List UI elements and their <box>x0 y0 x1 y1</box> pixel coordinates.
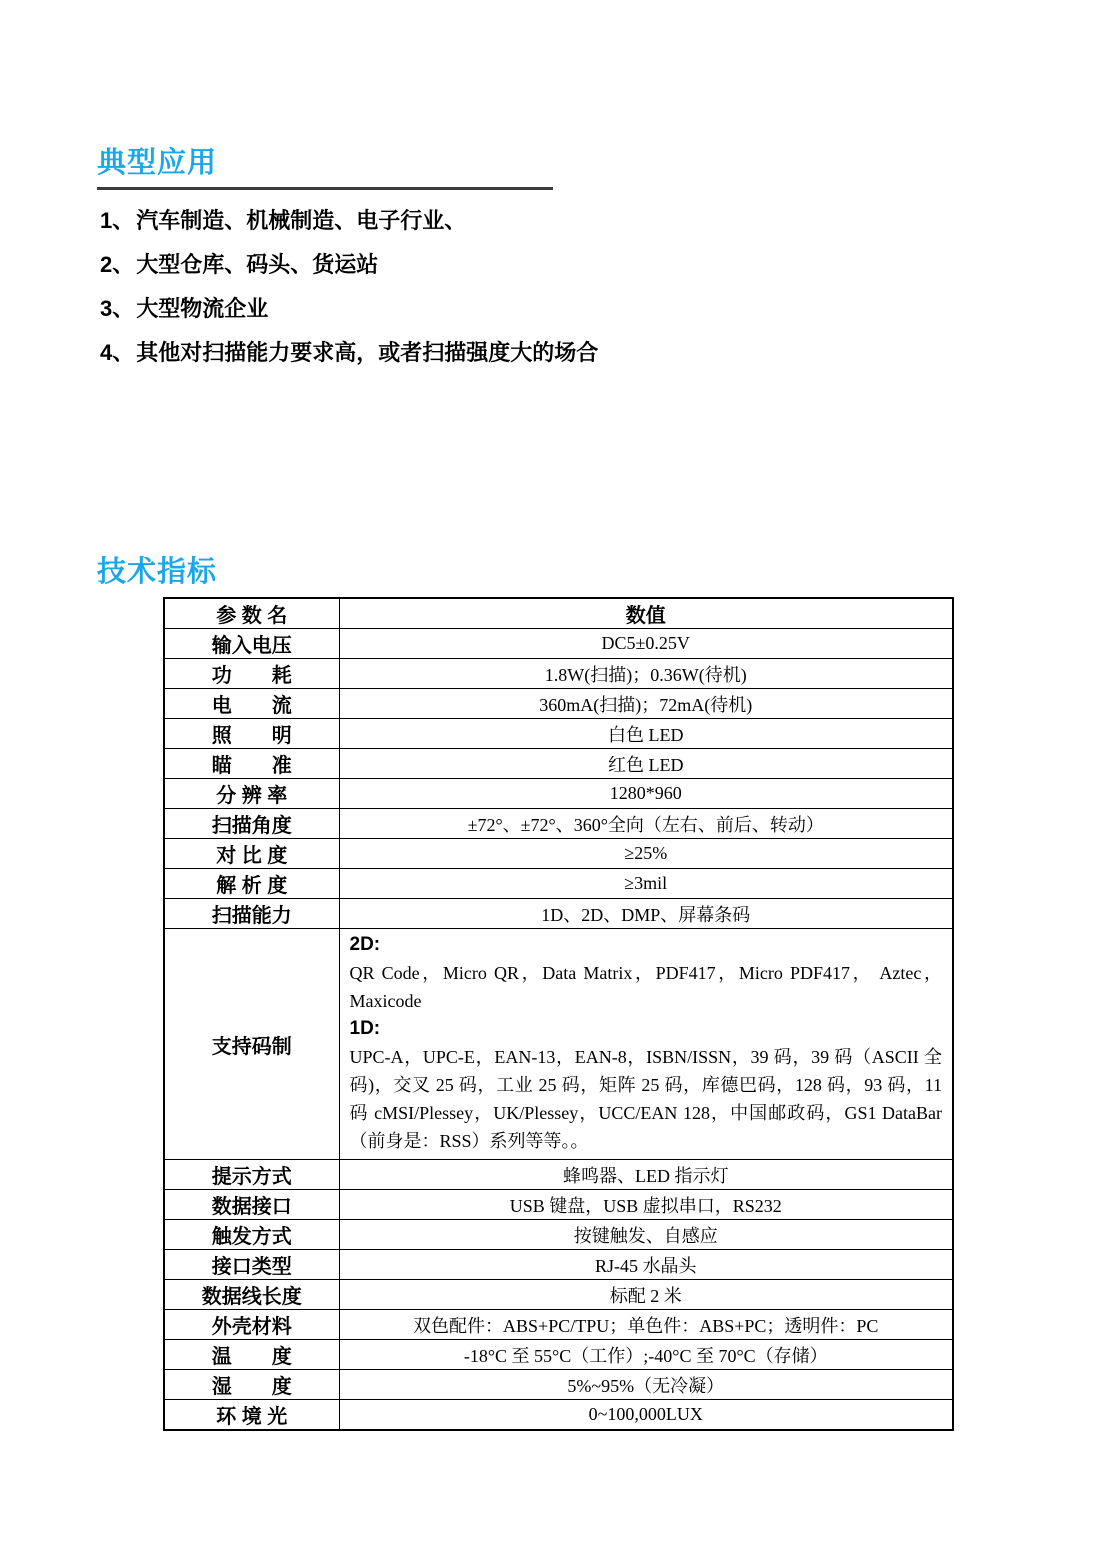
spec-row <box>164 1370 953 1400</box>
spec-row <box>164 1340 953 1370</box>
spec-label: 支持码制 <box>164 929 339 1160</box>
list-item-text: 汽车制造、机械制造、电子行业、 <box>136 208 467 233</box>
spec-row-supported-codes <box>164 929 953 1160</box>
spec-value: 1D、2D、DMP、屏幕条码 <box>339 899 953 929</box>
spec-value: 双色配件：ABS+PC/TPU；单色件：ABS+PC；透明件：PC <box>339 1310 953 1340</box>
list-item-number: 2、 <box>100 252 135 277</box>
spec-row <box>164 1400 953 1431</box>
spec-label: 温 度 <box>164 1340 339 1370</box>
spec-label: 环 境 光 <box>164 1400 339 1431</box>
spec-row <box>164 1250 953 1280</box>
spec-row <box>164 749 953 779</box>
spec-value: ≥25% <box>339 839 953 869</box>
spec-label: 数据线长度 <box>164 1280 339 1310</box>
spec-value: ≥3mil <box>339 869 953 899</box>
spec-row <box>164 779 953 809</box>
spec-value: 标配 2 米 <box>339 1280 953 1310</box>
spec-row <box>164 839 953 869</box>
spec-label: 解 析 度 <box>164 869 339 899</box>
spec-row <box>164 1190 953 1220</box>
spec-row <box>164 629 953 659</box>
spec-label: 扫描能力 <box>164 899 339 929</box>
spec-label: 照 明 <box>164 719 339 749</box>
spec-value: -18°C 至 55°C（工作）;-40°C 至 70°C（存储） <box>339 1340 953 1370</box>
spec-label: 扫描角度 <box>164 809 339 839</box>
spec-label: 数据接口 <box>164 1190 339 1220</box>
codes-2d-heading: 2D: <box>349 934 381 955</box>
list-item-text: 大型物流企业 <box>136 296 269 321</box>
codes-1d-heading: 1D: <box>349 1018 381 1039</box>
spec-row <box>164 689 953 719</box>
spec-value: 360mA(扫描)；72mA(待机) <box>339 689 953 719</box>
spec-value: 1.8W(扫描)；0.36W(待机) <box>339 659 953 689</box>
applications-list <box>100 199 1000 375</box>
spec-row <box>164 809 953 839</box>
title-underline-rule <box>97 187 553 190</box>
spec-row <box>164 719 953 749</box>
spec-row <box>164 659 953 689</box>
spec-value: RJ-45 水晶头 <box>339 1250 953 1280</box>
spec-label: 瞄 准 <box>164 749 339 779</box>
spec-row <box>164 1310 953 1340</box>
spec-value: DC5±0.25V <box>339 629 953 659</box>
spec-label: 湿 度 <box>164 1370 339 1400</box>
spec-table <box>163 597 954 1431</box>
codes-2d-list: QR Code，Micro QR，Data Matrix，PDF417，Micro PDF417， Aztec，Maxicode <box>349 963 942 1011</box>
spec-label: 对 比 度 <box>164 839 339 869</box>
spec-row <box>164 1160 953 1190</box>
spec-header-value: 数值 <box>339 598 953 629</box>
spec-value: 1280*960 <box>339 779 953 809</box>
list-item <box>100 243 1000 287</box>
spec-label: 接口类型 <box>164 1250 339 1280</box>
list-item <box>100 331 1000 375</box>
list-item-number: 1、 <box>100 208 135 233</box>
spec-value: 白色 LED <box>339 719 953 749</box>
spec-row <box>164 869 953 899</box>
list-item-number: 4、 <box>100 340 135 365</box>
spec-label: 外壳材料 <box>164 1310 339 1340</box>
spec-value: 0~100,000LUX <box>339 1400 953 1431</box>
list-item-text: 大型仓库、码头、货运站 <box>136 252 379 277</box>
spec-row <box>164 1220 953 1250</box>
spec-row <box>164 1280 953 1310</box>
spec-value: 按键触发、自感应 <box>339 1220 953 1250</box>
spec-value: USB 键盘，USB 虚拟串口，RS232 <box>339 1190 953 1220</box>
applications-section-title: 典型应用 <box>97 147 218 179</box>
spec-value: 蜂鸣器、LED 指示灯 <box>339 1160 953 1190</box>
spec-value: ±72°、±72°、360°全向（左右、前后、转动） <box>339 809 953 839</box>
codes-1d-list: UPC-A，UPC-E，EAN-13，EAN-8，ISBN/ISSN，39 码，39 码（ASCII 全码)，交叉 25 码，工业 25 码，矩阵 25 码，库德巴码，128 码，93 码，11 码 cMSI/Plessey，UK/Plessey，UCC/EAN 128，中国邮政码，GS1 DataBar（前身是：RSS）系列等等。。 <box>349 1047 942 1151</box>
spec-label: 输入电压 <box>164 629 339 659</box>
list-item <box>100 199 1000 243</box>
spec-label: 功 耗 <box>164 659 339 689</box>
list-item <box>100 287 1000 331</box>
spec-label: 分 辨 率 <box>164 779 339 809</box>
spec-label: 电 流 <box>164 689 339 719</box>
specs-section-title: 技术指标 <box>97 556 218 588</box>
list-item-number: 3、 <box>100 296 135 321</box>
spec-value: 红色 LED <box>339 749 953 779</box>
spec-row <box>164 899 953 929</box>
spec-header-param: 参 数 名 <box>164 598 339 629</box>
spec-value-supported-codes <box>339 929 953 1160</box>
spec-label: 触发方式 <box>164 1220 339 1250</box>
spec-value: 5%~95%（无冷凝） <box>339 1370 953 1400</box>
spec-label: 提示方式 <box>164 1160 339 1190</box>
list-item-text: 其他对扫描能力要求高，或者扫描强度大的场合 <box>136 340 599 365</box>
spec-header-row <box>164 598 953 629</box>
